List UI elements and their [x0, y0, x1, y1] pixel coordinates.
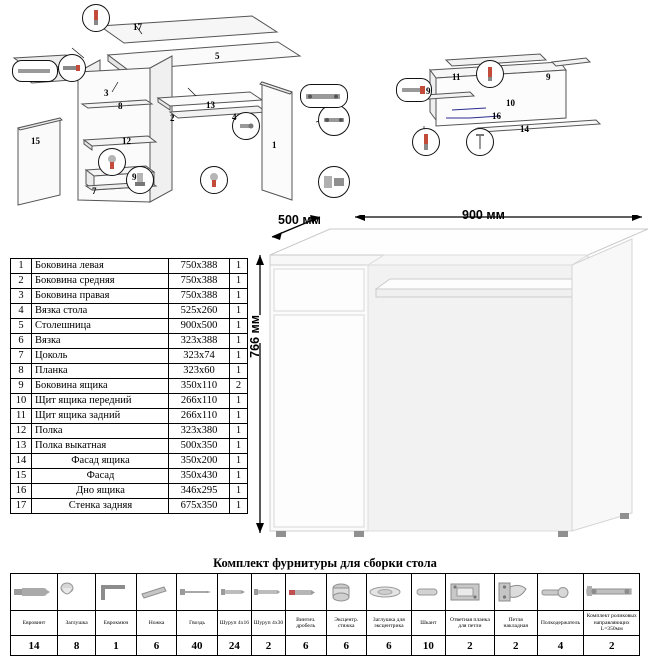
hardware-cell-icon	[251, 574, 285, 611]
part-index: 8	[11, 364, 32, 379]
part-size: 350х200	[169, 454, 230, 469]
parts-table-body	[11, 259, 248, 514]
callout-bubble-hardware-7	[318, 104, 350, 136]
part-name: Планка	[32, 364, 169, 379]
drawer-slide-icon	[585, 583, 635, 601]
callout-bubble-hardware-9	[412, 128, 440, 156]
part-label-10: 10	[506, 98, 515, 108]
part-label-9c: 9	[546, 72, 551, 82]
hardware-cell-icon	[326, 574, 367, 611]
desk-svg	[250, 215, 650, 555]
part-qty: 1	[230, 499, 248, 514]
part-label-9b: 9	[426, 86, 431, 96]
part-name: Фасад ящика	[32, 454, 169, 469]
part-label-8: 8	[118, 101, 123, 111]
hardware-cell-icon	[136, 574, 177, 611]
hardware-kit-title: Комплект фурнитуры для сборки стола	[213, 556, 437, 570]
table-row	[11, 379, 248, 394]
part-label-14: 14	[520, 124, 529, 134]
drawer-slide-icon	[17, 66, 53, 76]
part-index: 5	[11, 319, 32, 334]
hardware-qty-row	[11, 636, 640, 656]
hardware-name: Комплект роликовых направляющих L=350мм	[584, 611, 640, 636]
part-label-17: 17	[133, 22, 142, 32]
dowel-icon	[413, 586, 441, 598]
part-name: Полка выкатная	[32, 439, 169, 454]
part-qty: 1	[230, 289, 248, 304]
table-row	[11, 334, 248, 349]
callout-bubble-hardware-1	[82, 4, 110, 32]
part-qty: 1	[230, 364, 248, 379]
hardware-cell-icon	[177, 574, 218, 611]
shelf-support-icon	[237, 117, 255, 135]
part-qty: 2	[230, 379, 248, 394]
hardware-cell-icon	[286, 574, 327, 611]
hardware-name: Полкодержатель	[537, 611, 584, 636]
screw-4x30-icon	[253, 586, 281, 598]
table-row	[11, 484, 248, 499]
hardware-cell-icon	[494, 574, 537, 611]
part-name: Вязка	[32, 334, 169, 349]
part-name: Щит ящика передний	[32, 394, 169, 409]
hardware-cell-icon	[367, 574, 412, 611]
part-size: 675х350	[169, 499, 230, 514]
table-row	[11, 364, 248, 379]
hardware-qty: 24	[217, 636, 251, 656]
table-row	[11, 289, 248, 304]
hardware-cell-icon	[445, 574, 494, 611]
screw-icon	[481, 65, 499, 83]
part-qty: 1	[230, 304, 248, 319]
part-index: 10	[11, 394, 32, 409]
dimension-depth-label: 500 мм	[278, 213, 321, 227]
part-qty: 1	[230, 319, 248, 334]
hardware-qty: 10	[411, 636, 445, 656]
part-label-12: 12	[122, 136, 131, 146]
part-name: Цоколь	[32, 349, 169, 364]
table-row	[11, 469, 248, 484]
part-qty: 1	[230, 484, 248, 499]
hinge-plate-icon	[447, 580, 483, 604]
hardware-cell-icon	[411, 574, 445, 611]
hinge-icon	[496, 579, 530, 605]
part-name: Боковина средняя	[32, 274, 169, 289]
table-row	[11, 454, 248, 469]
hardware-name: Еврокмюч	[96, 611, 137, 636]
hardware-cell-icon	[217, 574, 251, 611]
hardware-cell-icon	[537, 574, 584, 611]
hardware-qty: 6	[326, 636, 367, 656]
nail-icon	[473, 133, 487, 151]
dimension-width-label: 900 мм	[462, 208, 505, 222]
part-size: 323х388	[169, 334, 230, 349]
hardware-name: Шуруп 4х30	[251, 611, 285, 636]
part-size: 266х110	[169, 409, 230, 424]
eccentric-tie-icon	[328, 581, 354, 603]
hardware-name: Гвоздь	[177, 611, 218, 636]
part-label-15: 15	[31, 136, 40, 146]
part-name: Дно ящика	[32, 484, 169, 499]
part-size: 266х110	[169, 394, 230, 409]
part-index: 6	[11, 334, 32, 349]
part-index: 15	[11, 469, 32, 484]
part-index: 16	[11, 484, 32, 499]
part-label-11: 11	[452, 72, 461, 82]
table-row	[11, 424, 248, 439]
callout-bubble-hardware-13	[300, 84, 348, 108]
part-index: 12	[11, 424, 32, 439]
part-name: Боковина правая	[32, 289, 169, 304]
drawer-slide-icon	[323, 113, 345, 127]
dimension-height-label: 766 мм	[248, 315, 262, 358]
nail-icon	[178, 586, 212, 598]
part-size: 750х388	[169, 259, 230, 274]
hardware-qty: 2	[584, 636, 640, 656]
confirmat-screw-icon	[419, 133, 433, 151]
cam-lock-icon	[205, 171, 223, 189]
hardware-qty: 4	[537, 636, 584, 656]
part-size: 350х430	[169, 469, 230, 484]
part-name: Фасад	[32, 469, 169, 484]
hardware-name: Заглушка	[57, 611, 95, 636]
part-qty: 1	[230, 409, 248, 424]
hardware-name: Шкант	[411, 611, 445, 636]
part-label-2: 2	[170, 113, 175, 123]
part-size: 323х74	[169, 349, 230, 364]
part-qty: 1	[230, 394, 248, 409]
hardware-qty: 6	[286, 636, 327, 656]
table-row	[11, 274, 248, 289]
cam-lock-icon	[103, 153, 121, 171]
part-size: 750х388	[169, 274, 230, 289]
part-size: 323х380	[169, 424, 230, 439]
cap-plug-icon	[59, 582, 75, 602]
part-size: 346х295	[169, 484, 230, 499]
table-row	[11, 319, 248, 334]
part-label-9: 9	[132, 172, 137, 182]
part-label-16: 16	[492, 111, 501, 121]
callout-bubble-hardware-3	[98, 148, 126, 176]
part-index: 7	[11, 349, 32, 364]
exploded-assembly-diagram	[0, 0, 650, 215]
part-qty: 1	[230, 334, 248, 349]
part-index: 1	[11, 259, 32, 274]
part-name: Вязка стола	[32, 304, 169, 319]
table-row	[11, 349, 248, 364]
hardware-name: Эксцентр. стяжка	[326, 611, 367, 636]
hardware-cell-icon	[11, 574, 58, 611]
part-name: Боковина левая	[32, 259, 169, 274]
part-qty: 1	[230, 349, 248, 364]
callout-bubble-hardware-14	[12, 60, 58, 82]
hardware-qty: 6	[136, 636, 177, 656]
part-size: 525х260	[169, 304, 230, 319]
part-index: 14	[11, 454, 32, 469]
part-index: 11	[11, 409, 32, 424]
part-index: 13	[11, 439, 32, 454]
part-name: Полка	[32, 424, 169, 439]
part-label-5: 5	[215, 51, 220, 61]
part-label-3: 3	[104, 88, 109, 98]
hardware-name: Евровинт	[11, 611, 58, 636]
hardware-icon-row	[11, 574, 640, 611]
callout-bubble-hardware-5	[126, 166, 154, 194]
part-index: 17	[11, 499, 32, 514]
hardware-cell-icon	[96, 574, 137, 611]
part-qty: 1	[230, 454, 248, 469]
hardware-qty: 2	[251, 636, 285, 656]
drawer-slide-icon	[305, 90, 343, 102]
table-row	[11, 304, 248, 319]
part-size: 323х60	[169, 364, 230, 379]
part-index: 4	[11, 304, 32, 319]
part-index: 2	[11, 274, 32, 289]
part-size: 500х350	[169, 439, 230, 454]
shelf-support-icon	[539, 585, 571, 599]
part-index: 9	[11, 379, 32, 394]
part-size: 350х110	[169, 379, 230, 394]
part-qty: 1	[230, 469, 248, 484]
hardware-qty: 8	[57, 636, 95, 656]
table-row	[11, 409, 248, 424]
table-row	[11, 394, 248, 409]
table-row	[11, 439, 248, 454]
hardware-name: Ножка	[136, 611, 177, 636]
callout-bubble-hardware-2	[58, 54, 86, 82]
table-row	[11, 259, 248, 274]
hardware-qty: 6	[367, 636, 412, 656]
part-index: 3	[11, 289, 32, 304]
confirmat-screw-icon	[12, 585, 52, 599]
hardware-qty: 40	[177, 636, 218, 656]
callout-bubble-hardware-8	[318, 166, 350, 198]
hardware-cell-icon	[584, 574, 640, 611]
part-label-13: 13	[206, 100, 215, 110]
hardware-name: Шуруп 4х16	[217, 611, 251, 636]
callout-bubble-hardware-4	[200, 166, 228, 194]
part-label-1: 1	[272, 140, 277, 150]
hardware-name: Ответная планка для петли	[445, 611, 494, 636]
part-label-7: 7	[92, 186, 97, 196]
callout-bubble-hardware-10	[466, 128, 494, 156]
part-name: Стенка задняя	[32, 499, 169, 514]
furniture-leg-icon	[138, 582, 170, 602]
part-size: 750х388	[169, 289, 230, 304]
part-name: Щит ящика задний	[32, 409, 169, 424]
hardware-qty: 1	[96, 636, 137, 656]
part-size: 900х500	[169, 319, 230, 334]
part-qty: 1	[230, 259, 248, 274]
callout-bubble-hardware-11	[476, 60, 504, 88]
part-name: Столешница	[32, 319, 169, 334]
hardware-name: Петля накладная	[494, 611, 537, 636]
part-name: Боковина ящика	[32, 379, 169, 394]
hardware-name: Винтич. дробель	[286, 611, 327, 636]
hardware-name: Заглушка для эксцентрика	[367, 611, 412, 636]
parts-table	[10, 258, 248, 514]
hinge-icon	[323, 173, 345, 191]
screw-icon	[62, 62, 82, 74]
allen-key-icon	[97, 581, 129, 603]
part-label-4: 4	[232, 112, 237, 122]
confirmat-screw-icon	[87, 9, 105, 27]
eccentric-plug-icon	[368, 585, 402, 599]
hardware-name-row	[11, 611, 640, 636]
hardware-qty: 2	[494, 636, 537, 656]
part-qty: 1	[230, 424, 248, 439]
assembled-desk-drawing	[248, 208, 650, 555]
hardware-qty: 2	[445, 636, 494, 656]
hardware-kit-table	[10, 573, 640, 656]
screw-icon	[401, 84, 427, 96]
cam-lock-icon	[287, 586, 317, 598]
screw-4x16-icon	[219, 586, 247, 598]
part-qty: 1	[230, 439, 248, 454]
table-row	[11, 499, 248, 514]
part-qty: 1	[230, 274, 248, 289]
hardware-cell-icon	[57, 574, 95, 611]
hardware-qty: 14	[11, 636, 58, 656]
